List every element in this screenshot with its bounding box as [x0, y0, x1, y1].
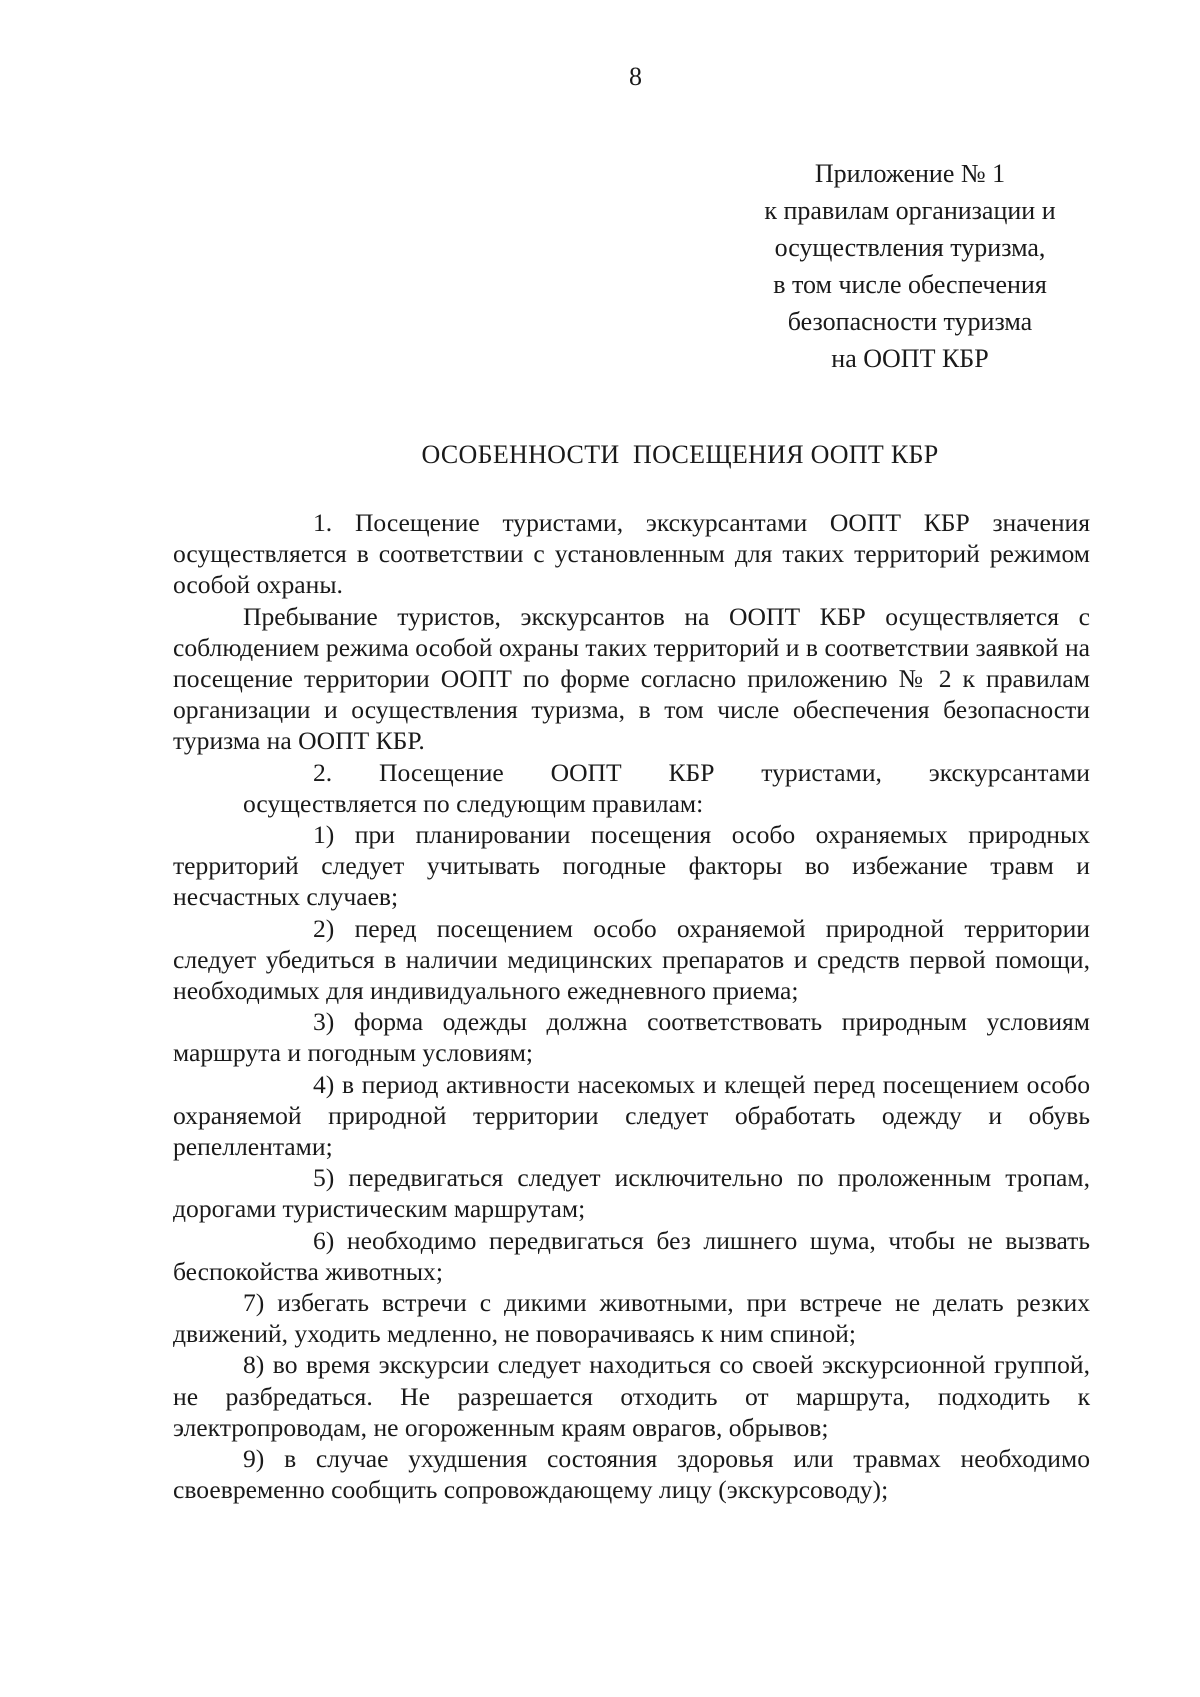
rule-item: [173, 1443, 1090, 1505]
rule-text: при планировании посещения особо охраняемых природных территорий следует учитывать погодные факторы во избежание травм и несчастных случаев;: [173, 820, 1090, 912]
document-title: ОСОБЕННОСТИ ПОСЕЩЕНИЯ ООПТ КБР: [421, 440, 939, 469]
rule-number: 3): [313, 1007, 335, 1037]
rule-number: 5): [313, 1163, 335, 1193]
rule-item: [173, 819, 1090, 913]
rule-text: передвигаться следует исключительно по проложенным тропам, дорогами туристическим маршрутам;: [173, 1163, 1090, 1224]
appendix-reference: [690, 155, 1130, 377]
rule-text: избегать встречи с дикими животными, при встрече не делать резких движений, уходить медленно, не поворачиваясь к ним спиной;: [173, 1288, 1090, 1349]
rule-text: перед посещением особо охраняемой природной территории следует убедиться в наличии медицинских препаратов и средств первой помощи, необходимых для индивидуального ежедневного приема;: [173, 913, 1090, 1006]
rule-item: [173, 913, 1090, 1007]
rule-number: 1): [313, 820, 335, 850]
appendix-line: Приложение № 1: [814, 159, 1006, 188]
appendix-line: безопасности туризма: [787, 307, 1033, 336]
section-1-paragraph: [173, 507, 1090, 601]
section-2-heading: [173, 757, 1090, 788]
section-1-paragraph-2: Пребывание туристов, экскурсантов на ООПТ КБР осуществляется с соблюдением режима особой охраны таких территорий и в соответствии заявкой на посещение территории ООПТ по форме согласно приложению № 2 к правилам организации и осуществления туризма, в том числе обеспечения безопасности туризма на ООПТ КБР.: [173, 601, 1090, 756]
rule-text: во время экскурсии следует находиться со своей экскурсионной группой, не разбредаться. Не разрешается отходить от маршрута, подходить к электропроводам, не огороженным краям оврагов, обрывов;: [173, 1350, 1090, 1442]
rule-number: 6): [313, 1225, 335, 1255]
rule-number: 4): [313, 1069, 335, 1099]
rule-text: в случае ухудшения состояния здоровья или травмах необходимо своевременно сообщить сопровождающему лицу (экскурсоводу);: [173, 1444, 1090, 1505]
appendix-line: осуществления туризма,: [774, 233, 1046, 262]
section-number: 2.: [313, 757, 333, 787]
rule-text: форма одежды должна соответствовать природным условиям маршрута и погодным условиям;: [173, 1007, 1090, 1068]
section-2-heading-text: Посещение ООПТ КБР туристами, экскурсантами: [379, 757, 1090, 787]
rule-item: [173, 1069, 1090, 1163]
section-1-text: Посещение туристами, экскурсантами ООПТ КБР значения осуществляется в соответствии с установленным для таких территорий режимом особой охраны.: [173, 508, 1090, 600]
appendix-line: на ООПТ КБР: [831, 344, 989, 373]
rule-text: в период активности насекомых и клещей перед посещением особо охраняемой природной территории следует обработать одежду и обувь репеллентами;: [173, 1069, 1091, 1162]
rule-item: [173, 1006, 1090, 1068]
section-number: 1.: [313, 508, 333, 537]
page-number: 8: [629, 62, 642, 91]
rule-item: [173, 1349, 1090, 1443]
section-2-heading-cont: осуществляется по следующим правилам:: [243, 788, 704, 818]
rule-item: [173, 1287, 1090, 1349]
rule-item: [173, 1225, 1090, 1287]
rule-text: необходимо передвигаться без лишнего шума, чтобы не вызвать беспокойства животных;: [173, 1225, 1090, 1286]
rule-number: 8): [243, 1350, 265, 1380]
document-body: [173, 507, 1090, 1506]
rule-number: 9): [243, 1444, 265, 1474]
rule-item: [173, 1162, 1090, 1224]
rule-number: 7): [243, 1288, 265, 1318]
appendix-line: к правилам организации и: [764, 196, 1056, 225]
appendix-line: в том числе обеспечения: [773, 270, 1047, 299]
rule-number: 2): [313, 913, 335, 943]
